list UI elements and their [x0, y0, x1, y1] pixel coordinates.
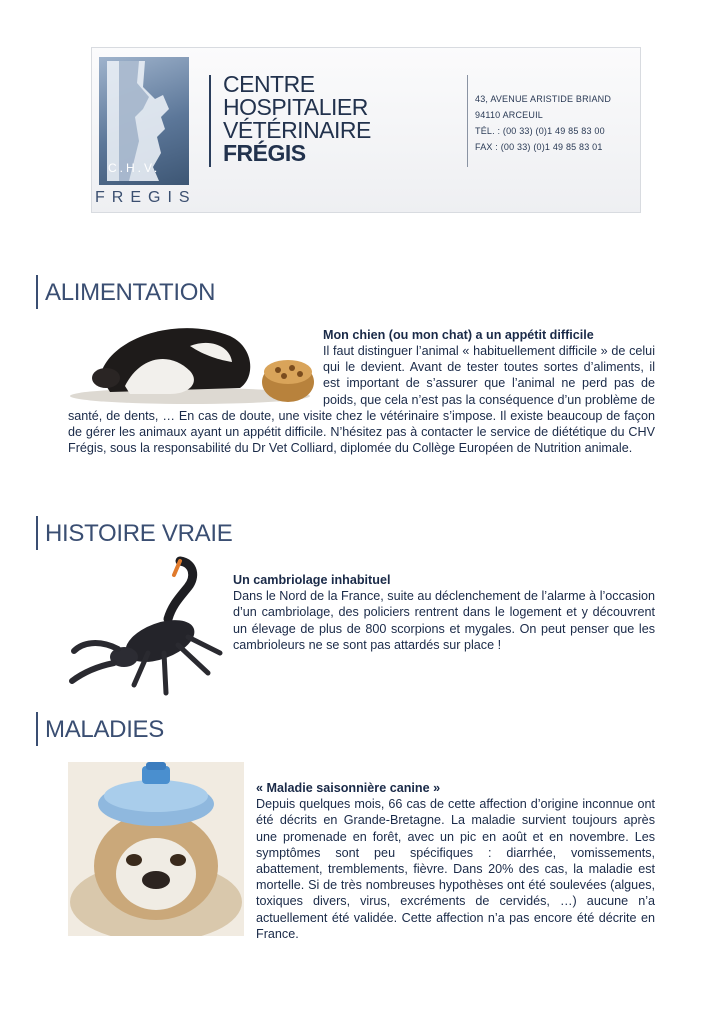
section-bar: [36, 275, 38, 309]
header-divider: [209, 75, 211, 167]
section-bar: [36, 516, 38, 550]
sick-dog-image: [68, 762, 244, 936]
alimentation-body-wrap: [68, 343, 655, 456]
article-body: Dans le Nord de la France, suite au déclenchement de l’alarme à l’occasion d’un cambriolage, des policiers rentrent dans le logement et y découvrent un élevage de plus de 800 scorpions et mygales. On peut penser que les cambrioleurs ne se sont pas attardés sur place !: [233, 589, 655, 652]
section-title-histoire: HISTOIRE VRAIE: [45, 520, 233, 547]
article-heading: « Maladie saisonnière canine »: [256, 781, 441, 795]
histoire-article: [233, 572, 655, 653]
address-divider: [467, 75, 468, 167]
address-line: 43, AVENUE ARISTIDE BRIAND: [475, 94, 612, 104]
clinic-title-line: VÉTÉRINAIRE: [223, 117, 371, 143]
fax-line: FAX : (00 33) (0)1 49 85 83 01: [475, 142, 603, 152]
clinic-address: [475, 91, 640, 155]
article-body: Il faut distinguer l’animal « habituellement difficile » de celui qui le devient. Avant de tester toutes sortes d’aliments, il est important de s’assurer que l’animal ne perd pas de poids, que cela n’est pas la conséquence d’un problème de santé, de dents, … En cas de doute, une visite chez le vétérinaire s’impose. Il existe beaucoup de façon de gérer les animaux ayant un appétit difficile. N’hésitez pas à contacter le service de diététique du CHV Frégis, sous la responsabilité du Dr Vet Colliard, diplomée du Collège Européen de Nutrition animale.: [68, 344, 655, 456]
section-bar: [36, 712, 38, 746]
address-line: 94110 ARCEUIL: [475, 110, 543, 120]
clinic-title-line: CENTRE: [223, 71, 315, 97]
logo-name: FREGIS: [95, 189, 197, 206]
article-body: Depuis quelques mois, 66 cas de cette affection d’origine inconnue ont été décrits en Grande-Bretagne. La maladie survient toujours après une promenade en forêt, avec un pic en août et en novembre. Les symptômes sont peu spécifiques : diarrhée, vomissements, abattement, tremblements, fièvre. Dans 20% des cas, la maladie est mortelle. Si de très nombreuses hypothèses ont été soulevées (algues, toxiques divers, virus, excréments de cervidés, …) aucune n’a actuellement été validée. Cette affection n’a pas encore été décrite en France.: [256, 797, 655, 941]
scorpion-image: [68, 553, 228, 703]
phone-line: TÉL. : (00 33) (0)1 49 85 83 00: [475, 126, 605, 136]
float-spacer: [68, 343, 323, 407]
alimentation-heading: [323, 327, 655, 343]
article-heading: Mon chien (ou mon chat) a un appétit difficile: [323, 328, 594, 342]
maladies-article: [256, 780, 655, 942]
clinic-title-line: FRÉGIS: [223, 140, 306, 166]
clinic-banner: [91, 47, 641, 213]
article-heading: Un cambriolage inhabituel: [233, 573, 391, 587]
logo-initials: C.H.V.: [108, 161, 161, 175]
section-title-maladies: MALADIES: [45, 716, 164, 743]
section-title-alimentation: ALIMENTATION: [45, 279, 216, 306]
clinic-title: [223, 73, 463, 165]
clinic-title-line: HOSPITALIER: [223, 94, 368, 120]
